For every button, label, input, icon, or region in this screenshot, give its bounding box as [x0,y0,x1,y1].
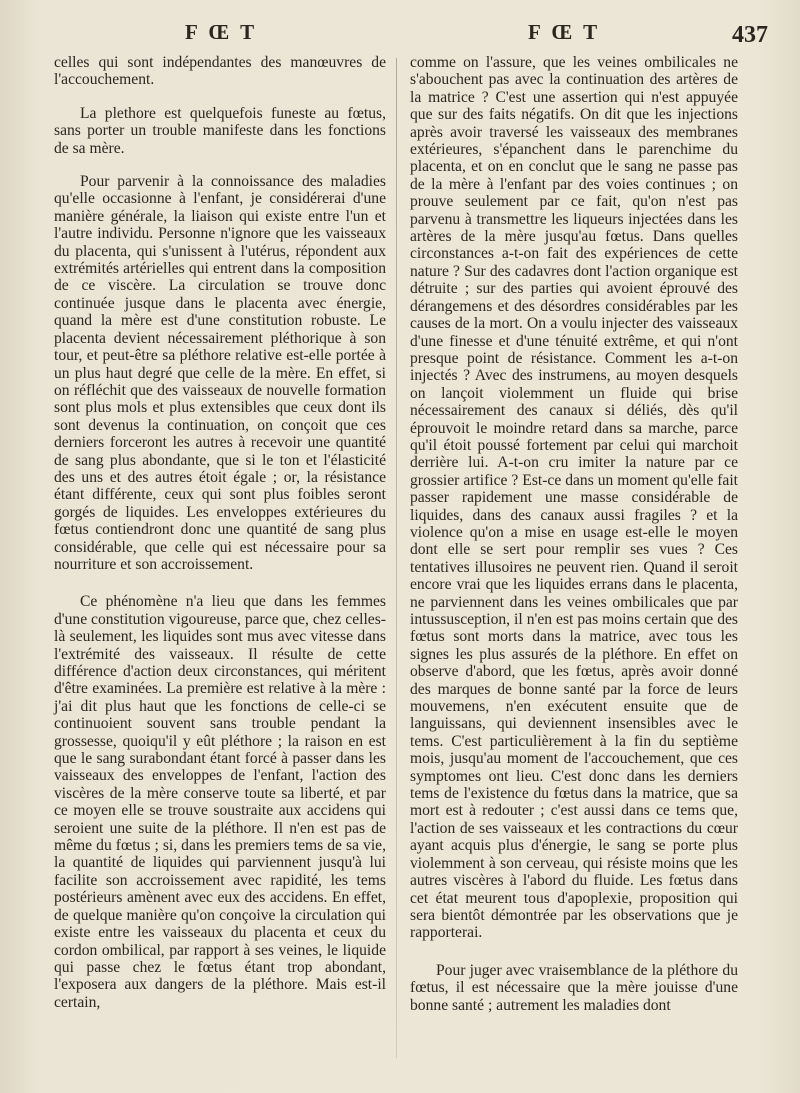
paragraph: La plethore est quelquefois funeste au fœtus, sans porter un trouble manifeste dans les fonctions de sa mère. [54,104,386,157]
column-divider [396,58,397,1058]
paragraph: Pour parvenir à la connoissance des maladies qu'elle occasionne à l'enfant, je considérerai d'une manière générale, la liaison qui existe entre l'un et l'autre individu. Personne n'ignore que les vaisseaux du placenta, qui s'unissent à l'utérus, répondent aux extrémités artérielles qui entrent dans la composition de ce viscère. La circulation se trouve donc continuée jusque dans le placenta avec énergie, quand la mère est d'une constitution robuste. Le placenta devient nécessairement pléthorique à son tour, et peut-être sa pléthore relative est-elle portée à un plus haut degré que celle de la mère. En effet, si on réfléchit que des vaisseaux de nouvelle formation sont plus mols et plus extensibles que ceux dont ils sont devenus la continuation, on conçoit que ces derniers forceront les autres à recevoir une quantité de sang plus abondante, que si le ton et l'élasticité des uns et des autres étoit égale ; or, la résistance étant différente, ceux qui sont plus foibles seront gorgés de liquides. Les enveloppes extérieures du fœtus contiendront donc une quantité de sang plus considérable, que celle qui est nécessaire pour sa nourriture et son accroissement. [54,173,386,573]
left-column [54,54,386,1011]
page-number: 437 [732,22,768,48]
running-head-right: F Œ T [528,20,601,44]
right-column [410,54,738,1014]
paragraph: Ce phénomène n'a lieu que dans les femmes d'une constitution vigoureuse, parce que, chez celles-là seulement, les liquides sont mus avec vitesse dans l'extrémité des vaisseaux. Il résulte de cette différence d'action deux circonstances, qui méritent d'être examinées. La première est relative à la mère : j'ai dit plus haut que les fonctions de celle-ci se continuoient souvent sans trouble pendant la grossesse, quoiqu'il y eût pléthore ; la raison en est que le sang surabondant étant forcé à passer dans les vaisseaux des enveloppes de l'enfant, l'action des viscères de la mère conserve toute sa liberté, et par ce moyen elle se trouve soustraite aux accidens qui seroient une suite de la pléthore. Il n'en est pas de même du fœtus ; si, dans les premiers tems de sa vie, la quantité de liquides qui parviennent jusqu'à lui facilite son accroissement avec rapidité, les tems postérieurs amènent avec eux des accidens. En effet, de quelque manière qu'on conçoive la circulation qui existe entre les vaisseaux du placenta et ceux du cordon ombilical, par rapport à ses veines, le liquide qui passe chez le fœtus étant trop abondant, l'exposera aux dangers de la pléthore. Mais est-il certain, [54,593,386,1011]
paragraph: comme on l'assure, que les veines ombilicales ne s'abouchent pas avec la continuation des artères de la matrice ? C'est une assertion qui n'est appuyée que sur des faits négatifs. On dit que les injections après avoir traversé les vaisseaux des membranes extérieures, s'épanchent dans le parenchime du placenta, et on en conclut que le sang ne passe pas de la mère à l'enfant par des voies continues ; on prouve seulement par ce fait, qu'on n'est pas parvenu à transmettre les liqueurs injectées dans les artères de la mère jusqu'au fœtus. Dans quelles circonstances a-t-on fait des expériences de cette nature ? Sur des cadavres dont l'action organique est détruite ; sur des parties qui avoient éprouvé des dérangemens et des désordres considérables par les causes de la mort. On a voulu injecter des vaisseaux d'une finesse et d'une ténuité extrême, et qui n'ont presque point de résistance. Comment les a-t-on injectés ? Avec des instrumens, au moyen desquels on lançoit violemment un fluide qui brise nécessairement des canaux si déliés, dès qu'il éprouvoit le moindre retard dans sa marche, parce qu'il étoit poussé fortement par celui qui marchoit derrière lui. A-t-on cru imiter la nature par ce grossier artifice ? Est-ce dans un moment qu'elle fait passer rapidement une masse considérable de liquides, dans des canaux aussi fragiles ? et la violence qu'on a mise en usage est-elle le moyen dont elle se sert pour remplir ses vues ? Ces tentatives illusoires ne peuvent rien. Quand il seroit encore vrai que les liquides errans dans le placenta, ne parviennent dans les veines ombilicales que par intussusception, il n'en est pas moins certain que des fœtus sont morts dans la matrice, avec tous les signes les plus assurés de la pléthore. En effet on observe d'abord, que les fœtus, après avoir donné des marques de bonne santé par la force de leurs mouvemens, n'en exécutent ensuite que de languissans, qui deviennent insensibles avec le tems. C'est particulièrement à la fin du septième mois, jusqu'au moment de l'accouchement, que ces symptomes ont lieu. C'est donc dans les derniers tems de l'existence du fœtus dans la matrice, que sa mort est à redouter ; c'est aussi dans ce tems que, l'action de ses vaisseaux et les contractions du cœur ayant acquis plus d'énergie, le sang se porte plus violemment à son cerveau, qui résiste moins que les autres viscères à l'abord du fluide. Les fœtus dans cet état meurent tous d'apoplexie, proposition qui sera bientôt démontrée par les observations que je rapporterai. [410,54,738,942]
paragraph: Pour juger avec vraisemblance de la pléthore du fœtus, il est nécessaire que la mère jouisse d'une bonne santé ; autrement les maladies dont [410,961,738,1014]
paragraph: celles qui sont indépendantes des manœuvres de l'accouchement. [54,54,386,89]
running-head-left: F Œ T [185,20,258,44]
